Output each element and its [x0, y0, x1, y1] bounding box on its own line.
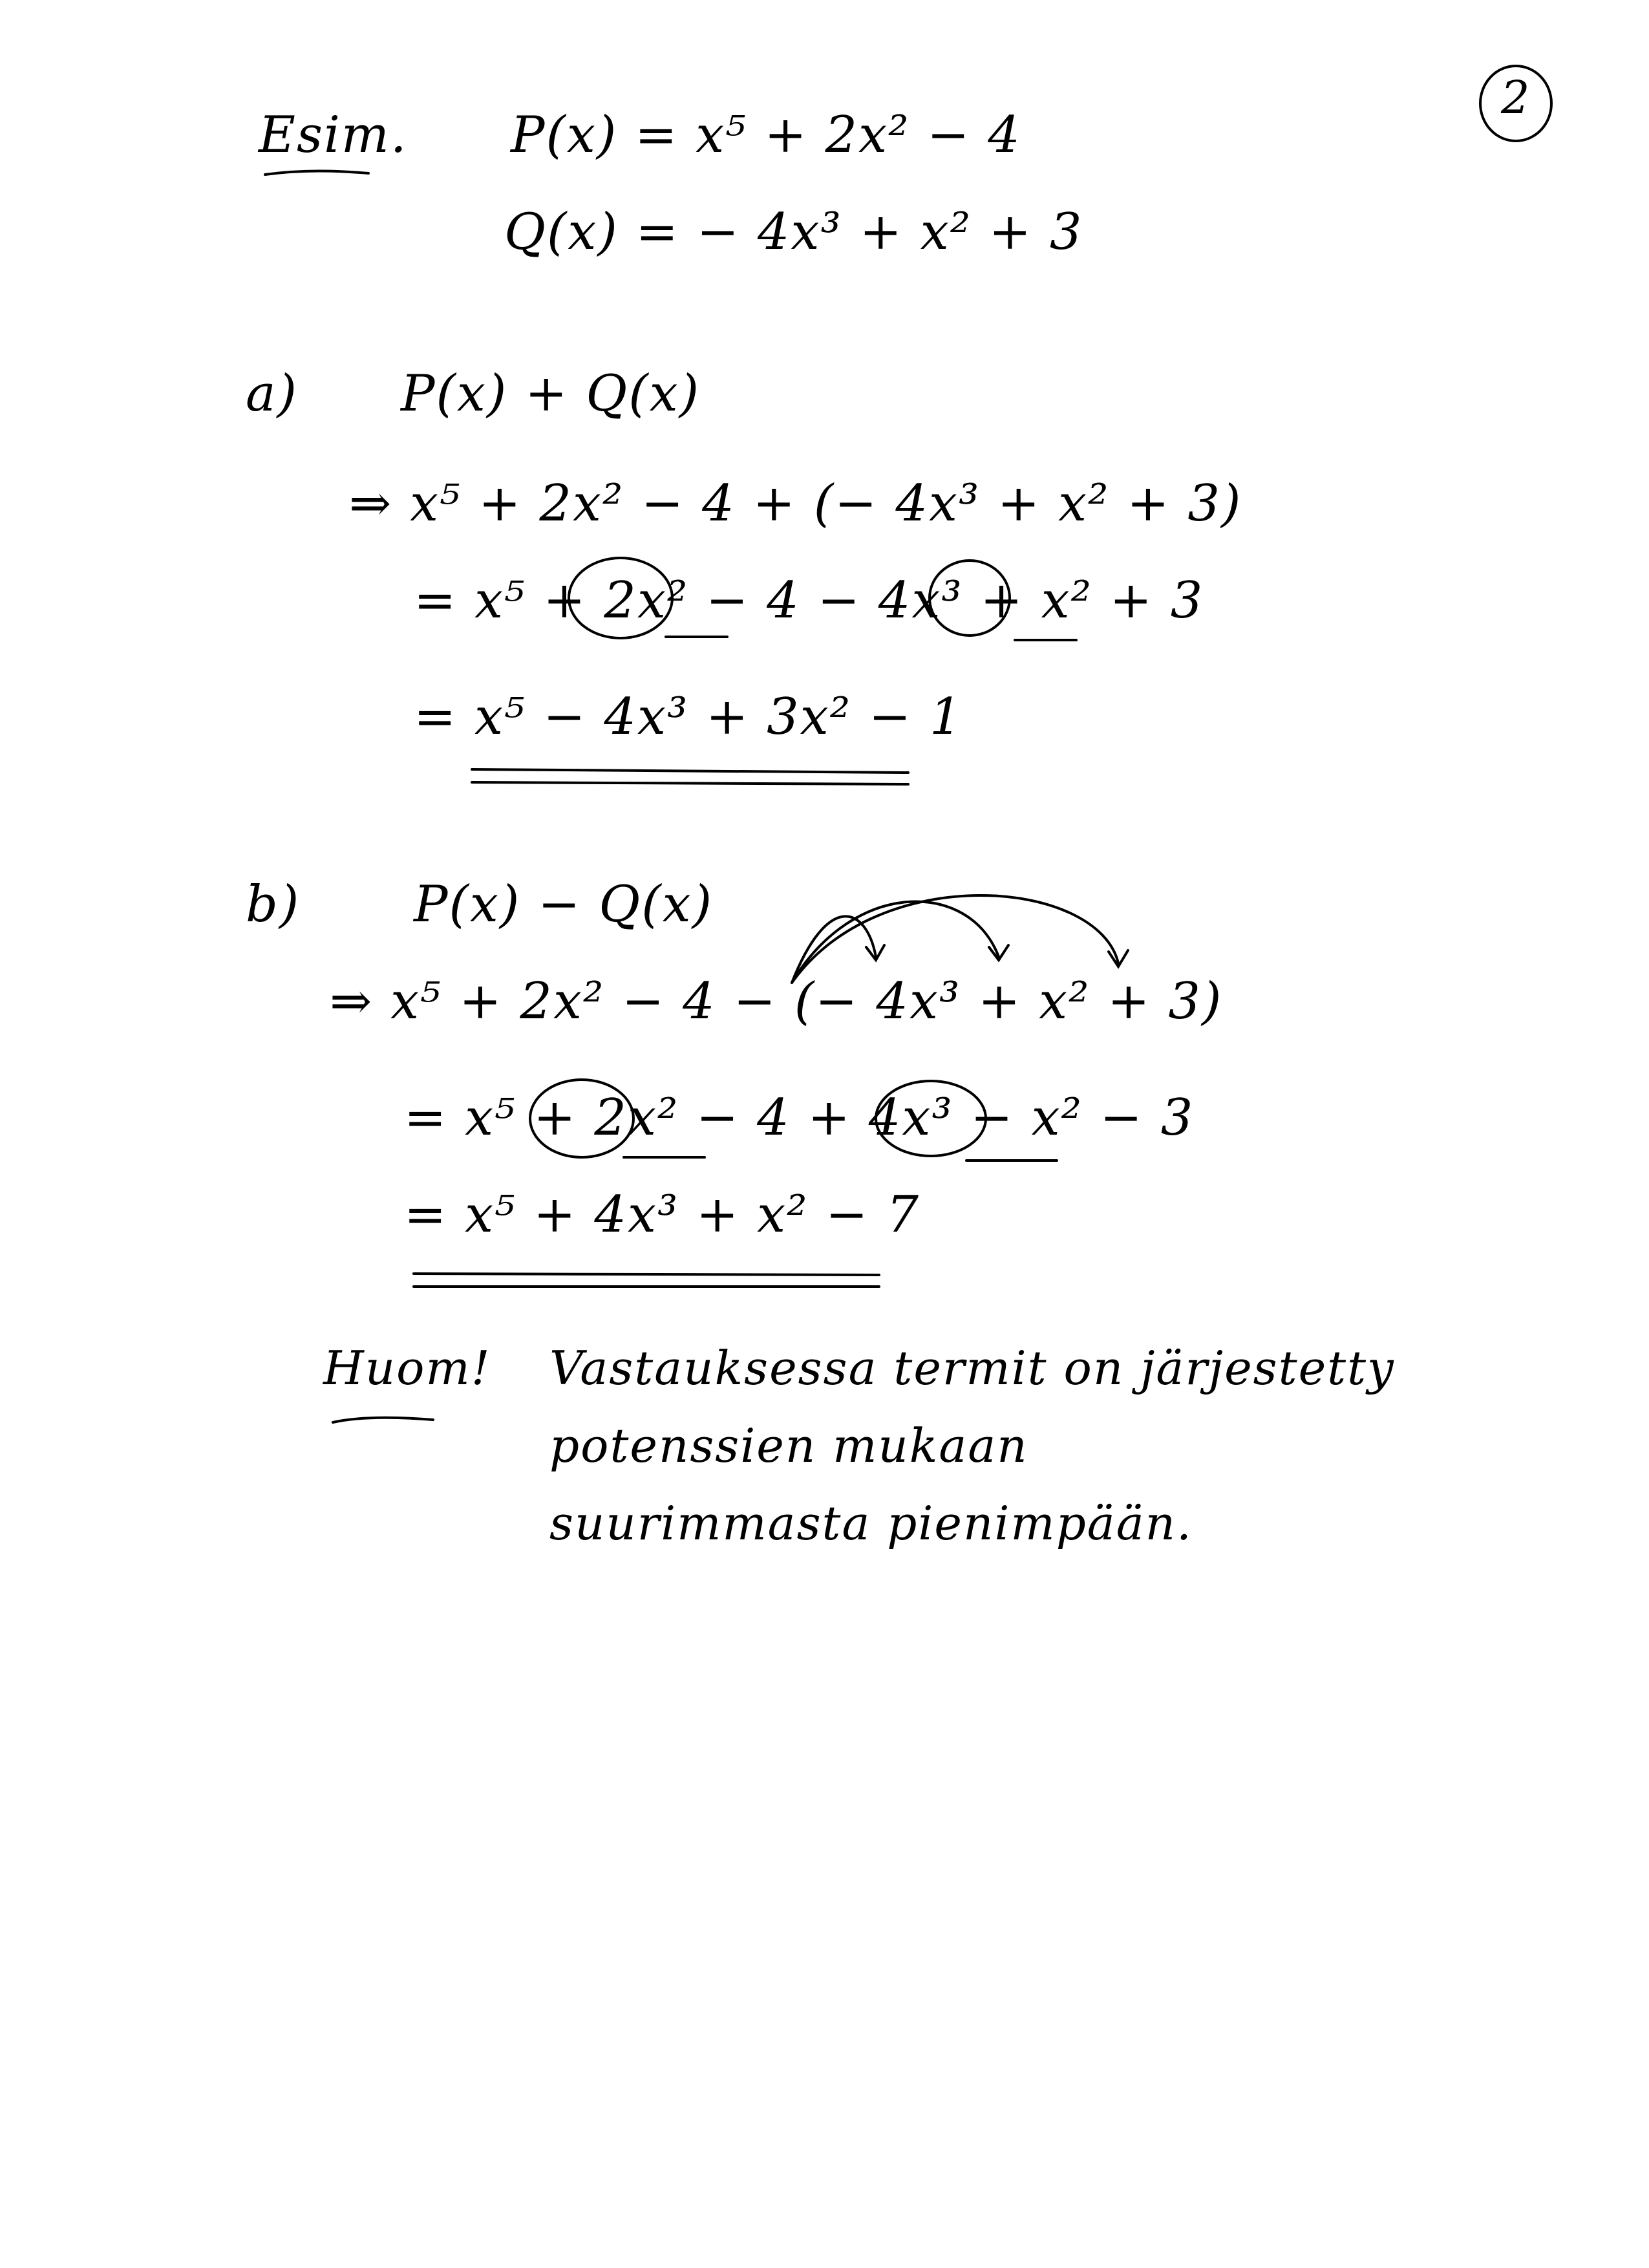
example-label: Esim.	[259, 106, 408, 164]
part-b-result: = x⁵ + 4x³ + x² − 7	[404, 1186, 920, 1244]
arrow-b-2	[792, 901, 999, 983]
note-label: Huom!	[323, 1341, 491, 1395]
result-a-underline-1	[472, 769, 908, 773]
p-definition: P(x) = x⁵ + 2x² − 4	[511, 106, 1021, 164]
part-b-step2: = x⁵ + 2x² − 4 + 4x³ − x² − 3	[404, 1089, 1195, 1147]
arrow-b-2-head	[989, 945, 1008, 960]
note-label-underline	[333, 1418, 433, 1422]
part-a-step2: = x⁵ + 2x² − 4 − 4x³ + x² + 3	[414, 572, 1204, 630]
part-a-result: = x⁵ − 4x³ + 3x² − 1	[414, 688, 963, 746]
part-a-step1: ⇒ x⁵ + 2x² − 4 + (− 4x³ + x² + 3)	[349, 475, 1242, 533]
arrow-b-3-head	[1109, 950, 1128, 967]
result-b-underline-1	[414, 1274, 879, 1275]
part-b-label: b)	[246, 875, 301, 934]
note-line3: suurimmasta pienimpään.	[549, 1496, 1193, 1550]
part-b-step1: ⇒ x⁵ + 2x² − 4 − (− 4x³ + x² + 3)	[330, 972, 1223, 1031]
note-line1: Vastauksessa termit on järjestetty	[549, 1341, 1395, 1395]
note-line2: potenssien mukaan	[549, 1418, 1028, 1473]
result-a-underline-2	[472, 782, 908, 784]
part-a-label: a)	[246, 365, 298, 423]
example-label-underline	[265, 171, 368, 175]
part-a-header: P(x) + Q(x)	[401, 365, 701, 423]
q-definition: Q(x) = − 4x³ + x² + 3	[504, 203, 1083, 261]
page-number: 2	[1501, 71, 1531, 124]
arrow-b-1-head	[866, 945, 884, 960]
part-b-header: P(x) − Q(x)	[414, 875, 714, 934]
arrow-b-3	[792, 895, 1118, 983]
